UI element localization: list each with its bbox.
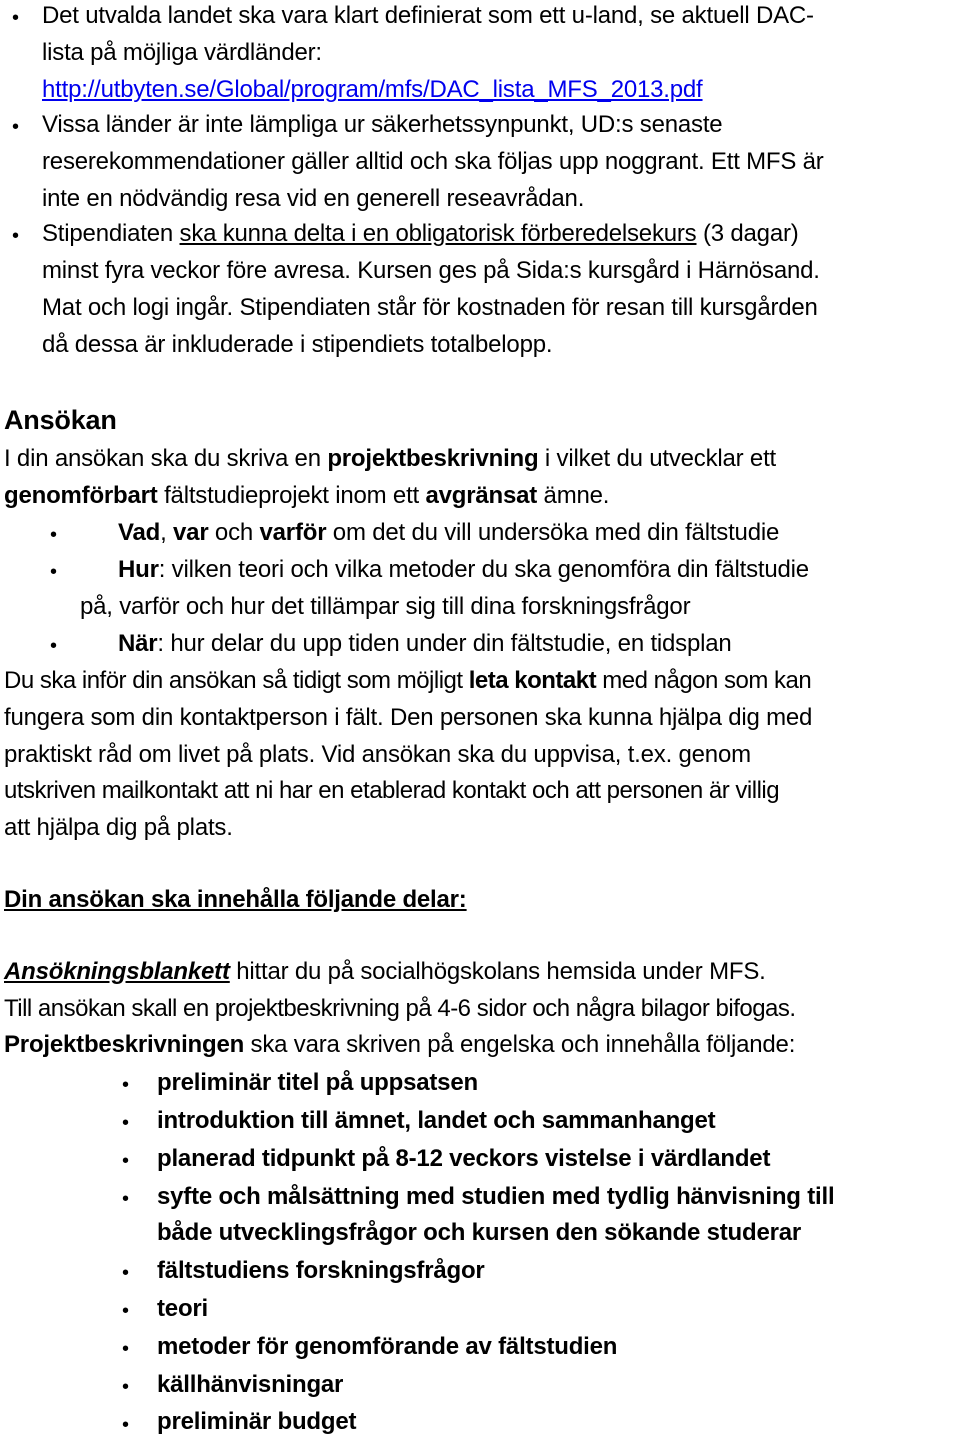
requirement-item: introduktion till ämnet, landet och sammanhanget bbox=[157, 1107, 716, 1134]
intro-item-2-line-2: reserekommendationer gäller alltid och ska följas upp noggrant. Ett MFS är bbox=[42, 148, 824, 175]
question-hur bbox=[118, 556, 809, 584]
text-span: om det du vill undersöka med din fältstudie bbox=[326, 519, 780, 546]
bullet: • bbox=[50, 561, 58, 583]
intro-item-3-line-1 bbox=[42, 220, 799, 248]
application-form-link[interactable]: Ansökningsblankett bbox=[4, 958, 230, 985]
attachments-line: Till ansökan skall en projektbeskrivning på 4-6 sidor och några bilagor bifogas. bbox=[4, 995, 796, 1022]
text-span: Du ska inför din ansökan så tidigt som möjligt bbox=[4, 667, 469, 694]
text-span: Stipendiaten bbox=[42, 220, 180, 247]
bullet: • bbox=[12, 225, 20, 247]
bullet: • bbox=[122, 1188, 130, 1210]
text-span: , bbox=[160, 519, 174, 546]
bold-text: projektbeskrivning bbox=[327, 445, 539, 472]
bold-text: var bbox=[173, 519, 209, 546]
bold-text: genomförbart bbox=[4, 482, 158, 509]
text-span: : hur delar du upp tiden under din fältstudie, en tidsplan bbox=[157, 630, 732, 657]
bold-text: leta kontakt bbox=[468, 667, 597, 694]
bullet: • bbox=[122, 1262, 130, 1284]
bullet: • bbox=[122, 1074, 130, 1096]
intro-item-2-line-1: Vissa länder är inte lämpliga ur säkerhetssynpunkt, UD:s senaste bbox=[42, 111, 723, 138]
contact-paragraph-line-3: praktiskt råd om livet på plats. Vid ansökan ska du uppvisa, t.ex. genom bbox=[4, 741, 751, 768]
bold-text: Projektbeskrivningen bbox=[4, 1031, 245, 1058]
bullet: • bbox=[122, 1112, 130, 1134]
contact-paragraph-line-1 bbox=[4, 667, 811, 695]
intro-item-3-line-2: minst fyra veckor före avresa. Kursen ges på Sida:s kursgård i Härnösand. bbox=[42, 257, 820, 284]
bold-text: varför bbox=[259, 519, 327, 546]
requirement-item: källhänvisningar bbox=[157, 1371, 344, 1398]
requirement-item: teori bbox=[157, 1295, 209, 1322]
text-span: med någon som kan bbox=[596, 667, 812, 694]
contact-paragraph-line-4: utskriven mailkontakt att ni har en etablerad kontakt och att personen är villig bbox=[4, 777, 780, 804]
underlined-text: ska kunna delta i en obligatorisk förberedelsekurs bbox=[179, 220, 697, 247]
question-vad bbox=[118, 519, 779, 547]
ansokan-paragraph-line-1 bbox=[4, 445, 776, 473]
bullet: • bbox=[12, 116, 20, 138]
requirement-item: preliminär titel på uppsatsen bbox=[157, 1069, 478, 1096]
question-nar bbox=[118, 630, 732, 658]
requirement-item: planerad tidpunkt på 8-12 veckors vistelse i värdlandet bbox=[157, 1145, 771, 1172]
section-heading-ansokan: Ansökan bbox=[4, 405, 117, 435]
intro-item-1-line-1: Det utvalda landet ska vara klart definierat som ett u-land, se aktuell DAC- bbox=[42, 2, 814, 29]
form-line bbox=[4, 958, 766, 986]
section-heading-parts: Din ansökan ska innehålla följande delar: bbox=[4, 886, 467, 913]
text-span: : vilken teori och vilka metoder du ska genomföra din fältstudie bbox=[158, 556, 809, 583]
text-span: ska vara skriven på engelska och innehålla följande: bbox=[244, 1031, 796, 1058]
bullet: • bbox=[50, 635, 58, 657]
ansokan-paragraph-line-2 bbox=[4, 482, 609, 510]
requirement-item: fältstudiens forskningsfrågor bbox=[157, 1257, 485, 1284]
bullet: • bbox=[122, 1414, 130, 1436]
intro-item-2-line-3: inte en nödvändig resa vid en generell reseavrådan. bbox=[42, 185, 585, 212]
text-span: i vilket du utvecklar ett bbox=[538, 445, 777, 472]
requirement-item: syfte och målsättning med studien med tydlig hänvisning till bbox=[157, 1183, 835, 1210]
contact-paragraph-line-5: att hjälpa dig på plats. bbox=[4, 814, 233, 841]
dac-list-link[interactable]: http://utbyten.se/Global/program/mfs/DAC_lista_MFS_2013.pdf bbox=[42, 76, 703, 103]
bullet: • bbox=[50, 524, 58, 546]
project-description-line bbox=[4, 1031, 795, 1059]
bullet: • bbox=[12, 7, 20, 29]
question-hur-line-2: på, varför och hur det tillämpar sig till dina forskningsfrågor bbox=[80, 593, 691, 620]
text-span: hittar du på socialhögskolans hemsida under MFS. bbox=[229, 958, 766, 985]
bold-text: Vad bbox=[118, 519, 161, 546]
bullet: • bbox=[122, 1338, 130, 1360]
bold-text: Hur bbox=[118, 556, 159, 583]
intro-item-1-line-2: lista på möjliga värdländer: bbox=[42, 39, 322, 66]
intro-item-3-line-4: då dessa är inkluderade i stipendiets totalbelopp. bbox=[42, 331, 553, 358]
requirement-item: metoder för genomförande av fältstudien bbox=[157, 1333, 618, 1360]
bullet: • bbox=[122, 1150, 130, 1172]
bullet: • bbox=[122, 1376, 130, 1398]
requirement-item: preliminär budget bbox=[157, 1408, 357, 1435]
bullet: • bbox=[122, 1300, 130, 1322]
text-span: I din ansökan ska du skriva en bbox=[4, 445, 328, 472]
text-span: fältstudieprojekt inom ett bbox=[157, 482, 426, 509]
requirement-item-continued: både utvecklingsfrågor och kursen den sökande studerar bbox=[157, 1219, 802, 1246]
intro-item-3-line-3: Mat och logi ingår. Stipendiaten står för kostnaden för resan till kursgården bbox=[42, 294, 818, 321]
contact-paragraph-line-2: fungera som din kontaktperson i fält. Den personen ska kunna hjälpa dig med bbox=[4, 704, 813, 731]
bold-text: När bbox=[118, 630, 158, 657]
text-span: (3 dagar) bbox=[696, 220, 799, 247]
text-span: ämne. bbox=[537, 482, 610, 509]
bold-text: avgränsat bbox=[425, 482, 538, 509]
text-span: och bbox=[208, 519, 260, 546]
